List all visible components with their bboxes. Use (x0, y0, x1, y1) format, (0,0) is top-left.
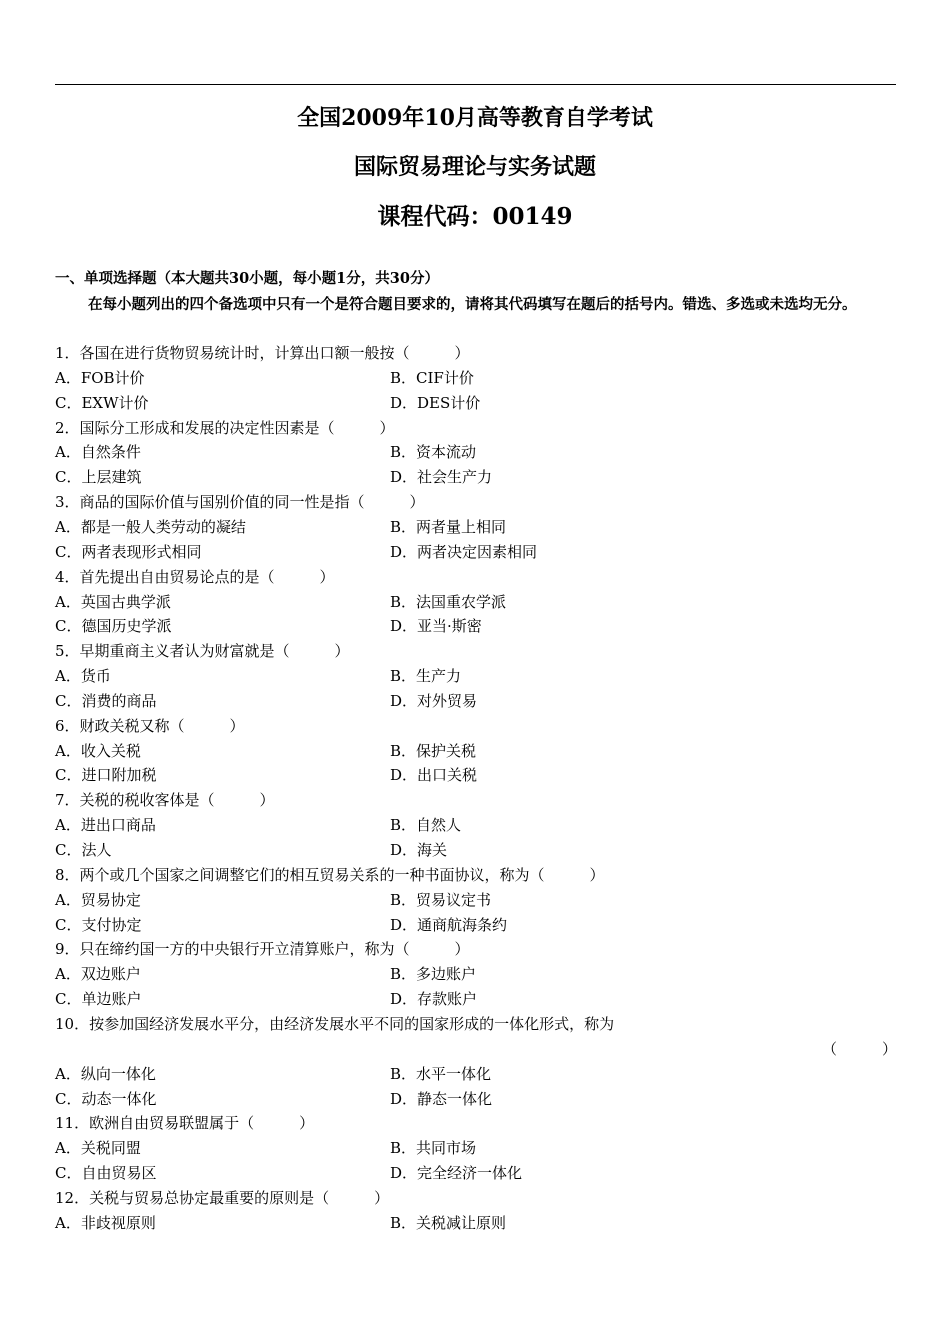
answer-bracket: （ ） (822, 1039, 898, 1058)
option-b: B．水平一体化 (390, 1064, 492, 1083)
option-d: D．海关 (390, 841, 448, 859)
option-a: A．货币 (55, 667, 111, 686)
option-c: C．法人 (55, 841, 112, 859)
option-a: A．双边账户 (55, 965, 141, 984)
option-b: B．资本流动 (390, 443, 477, 462)
question-stem: 5．早期重商主义者认为财富就是（ ） (55, 642, 350, 661)
option-b: B．法国重农学派 (390, 592, 507, 611)
option-a: A．英国古典学派 (55, 592, 171, 611)
top-rule (55, 84, 896, 85)
option-d: D．完全经济一体化 (390, 1164, 523, 1183)
option-a: A．进出口商品 (55, 816, 156, 835)
option-c: C．德国历史学派 (55, 617, 172, 636)
option-c: C．消费的商品 (55, 691, 157, 710)
option-d: D．亚当·斯密 (390, 617, 482, 636)
question-stem: 4．首先提出自由贸易论点的是（ ） (55, 567, 335, 586)
option-d: D．出口关税 (390, 766, 478, 785)
option-d: D．静态一体化 (390, 1089, 493, 1108)
option-b: B．关税减让原则 (390, 1213, 507, 1232)
option-c: C．EXW计价 (55, 393, 149, 412)
section-instruction: 在每小题列出的四个备选项中只有一个是符合题目要求的，请将其代码填写在题后的括号内。错选、多选或未选均无分。 (88, 296, 857, 313)
option-d: D．对外贸易 (390, 691, 478, 710)
question-stem: 11．欧洲自由贸易联盟属于（ ） (55, 1114, 315, 1133)
option-b: B．共同市场 (390, 1139, 477, 1158)
option-b: B．多边账户 (390, 965, 477, 984)
question-stem: 10．按参加国经济发展水平分，由经济发展水平不同的国家形成的一体化形式，称为 (55, 1014, 615, 1033)
course-code: 课程代码：00149 (377, 203, 573, 230)
option-c: C．两者表现形式相同 (55, 542, 202, 561)
option-a: A．贸易协定 (55, 890, 141, 909)
option-d: D．DES计价 (390, 393, 481, 412)
option-b: B．贸易议定书 (390, 890, 492, 909)
option-b: B．CIF计价 (390, 368, 474, 387)
option-b: B．保护关税 (390, 741, 477, 760)
option-c: C．支付协定 (55, 915, 142, 934)
option-a: A．都是一般人类劳动的凝结 (55, 517, 246, 536)
option-b: B．两者量上相同 (390, 517, 507, 536)
option-c: C．上层建筑 (55, 468, 142, 487)
question-stem: 1．各国在进行货物贸易统计时，计算出口额一般按（ ） (55, 344, 470, 362)
question-stem: 3．商品的国际价值与国别价值的同一性是指（ ） (55, 493, 425, 512)
option-c: C．自由贸易区 (55, 1164, 157, 1183)
option-a: A．非歧视原则 (55, 1213, 156, 1232)
option-d: D．社会生产力 (390, 468, 493, 487)
exam-title: 全国2009年10月高等教育自学考试 (297, 105, 653, 131)
question-stem: 8．两个或几个国家之间调整它们的相互贸易关系的一种书面协议，称为（ ） (55, 865, 605, 884)
option-b: B．自然人 (390, 816, 462, 835)
option-d: D．存款账户 (390, 990, 478, 1009)
question-stem: 2．国际分工形成和发展的决定性因素是（ ） (55, 418, 395, 437)
question-stem: 12．关税与贸易总协定最重要的原则是（ ） (55, 1188, 390, 1207)
question-stem: 9．只在缔约国一方的中央银行开立清算账户，称为（ ） (55, 940, 470, 959)
option-a: A．关税同盟 (55, 1139, 141, 1158)
option-d: D．通商航海条约 (390, 915, 508, 934)
option-d: D．两者决定因素相同 (390, 542, 538, 561)
question-stem: 7．关税的税收客体是（ ） (55, 791, 275, 810)
option-c: C．动态一体化 (55, 1089, 157, 1108)
section-heading: 一、单项选择题（本大题共30小题，每小题1分，共30分） (55, 270, 439, 287)
option-c: C．进口附加税 (55, 766, 157, 785)
option-b: B．生产力 (390, 667, 462, 686)
question-stem: 6．财政关税又称（ ） (55, 716, 245, 735)
option-c: C．单边账户 (55, 990, 142, 1009)
option-a: A．纵向一体化 (55, 1064, 156, 1083)
option-a: A．FOB计价 (55, 368, 145, 387)
option-a: A．自然条件 (55, 443, 141, 462)
option-a: A．收入关税 (55, 741, 141, 760)
subject-title: 国际贸易理论与实务试题 (353, 154, 596, 180)
